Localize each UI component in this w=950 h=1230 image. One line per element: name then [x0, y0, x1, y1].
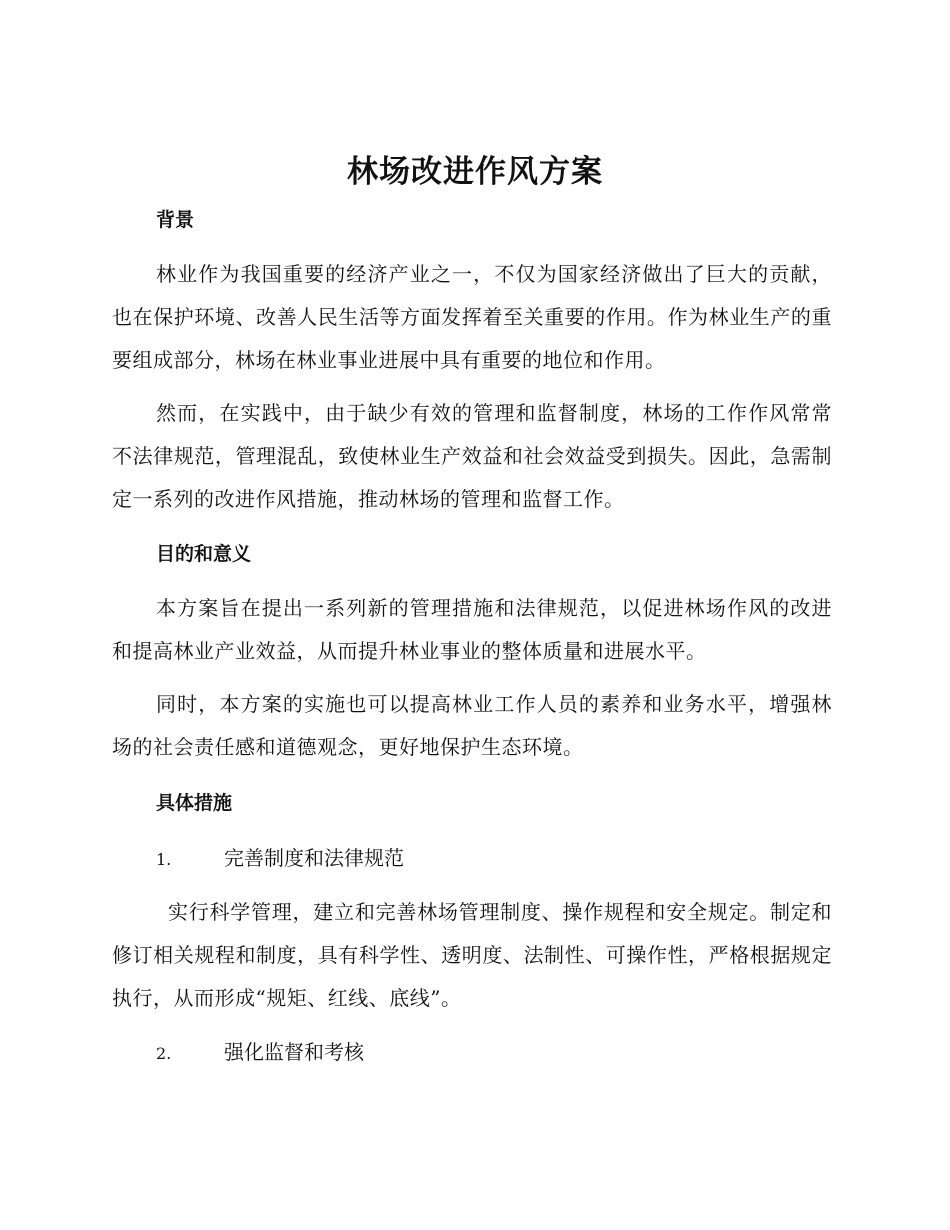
measure-item-number: 2. — [156, 1044, 172, 1063]
purpose-paragraph-2: 同时，本方案的实施也可以提高林业工作人员的素养和业务水平，增强林场的社会责任感和道德观念，更好地保护生态环境。 — [112, 692, 832, 759]
background-paragraph-2: 然而，在实践中，由于缺少有效的管理和监督制度，林场的工作作风常常不法律规范，管理混乱，致使林业生产效益和社会效益受到损失。因此，急需制定一系列的改进作风措施，推动林场的管理和监督工作。 — [112, 401, 832, 511]
section-heading-purpose: 目的和意义 — [156, 543, 252, 565]
document-title: 林场改进作风方案 — [347, 154, 603, 190]
measure-item-number: 1. — [156, 850, 172, 869]
measure-item-2 — [156, 1037, 836, 1069]
measure-item-title: 强化监督和考核 — [224, 1040, 364, 1064]
purpose-paragraph-1: 本方案旨在提出一系列新的管理措施和法律规范，以促进林场作风的改进和提高林业产业效益，从而提升林业事业的整体质量和进展水平。 — [112, 596, 832, 663]
background-paragraph-1: 林业作为我国重要的经济产业之一，不仅为国家经济做出了巨大的贡献，也在保护环境、改善人民生活等方面发挥着至关重要的作用。作为林业生产的重要组成部分，林场在林业事业进展中具有重要的地位和作用。 — [112, 262, 832, 372]
section-heading-measures: 具体措施 — [156, 792, 233, 814]
measure-item-1-paragraph: 实行科学管理，建立和完善林场管理制度、操作规程和安全规定。制定和修订相关规程和制度，具有科学性、透明度、法制性、可操作性，严格根据规定执行，从而形成“规矩、红线、底线”。 — [112, 900, 832, 1010]
measure-item-title: 完善制度和法律规范 — [224, 846, 404, 870]
section-heading-background: 背景 — [156, 209, 195, 231]
measure-item-1 — [156, 843, 836, 875]
